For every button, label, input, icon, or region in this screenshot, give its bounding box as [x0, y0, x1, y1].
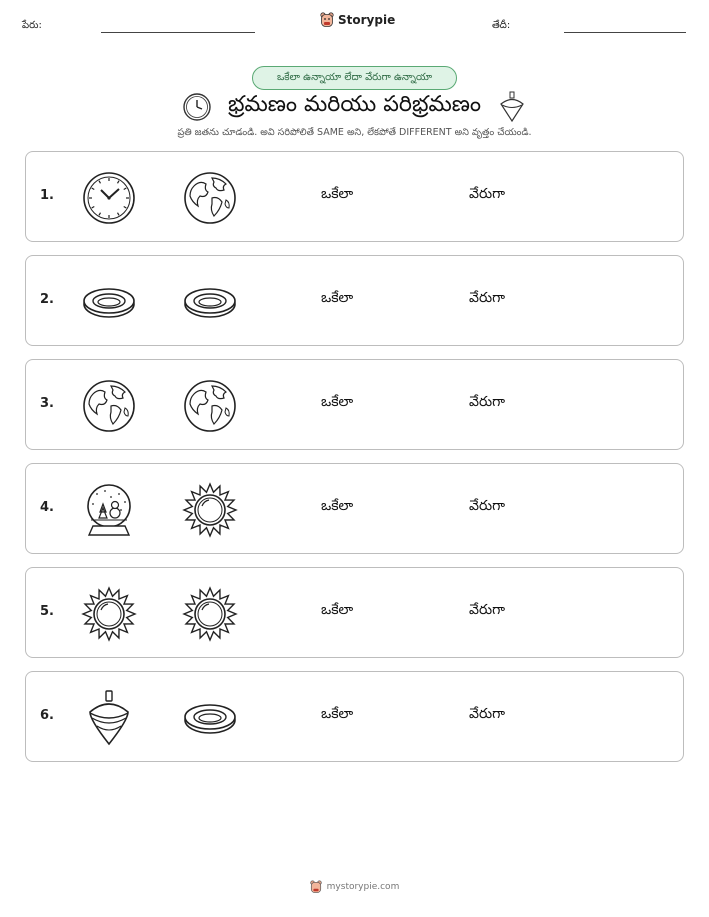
question-row: [25, 567, 684, 658]
date-label: తేదీ:: [492, 20, 511, 31]
same-option[interactable]: ఒకేలా: [321, 394, 354, 410]
question-row: [25, 463, 684, 554]
question-row: [25, 151, 684, 242]
spinning-top-icon: [497, 91, 527, 123]
sun-icon: [182, 482, 238, 538]
name-line[interactable]: [101, 32, 255, 33]
same-option[interactable]: ఒకేలా: [321, 706, 354, 722]
question-number: 6.: [40, 708, 54, 723]
sun-icon: [81, 586, 137, 642]
question-row: [25, 671, 684, 762]
different-option[interactable]: వేరుగా: [469, 602, 505, 618]
date-line[interactable]: [564, 32, 686, 33]
sun-icon: [182, 586, 238, 642]
same-option[interactable]: ఒకేలా: [321, 498, 354, 514]
snow-globe-icon: [81, 482, 137, 538]
same-option[interactable]: ఒకేలా: [321, 290, 354, 306]
page-title: భ్రమణం మరియు పరిభ్రమణం: [227, 92, 482, 117]
clock-icon: [81, 170, 137, 226]
same-option[interactable]: ఒకేలా: [321, 186, 354, 202]
ring-icon: [182, 690, 238, 746]
question-number: 1.: [40, 188, 54, 203]
same-option[interactable]: ఒకేలా: [321, 602, 354, 618]
footer-url: mystorypie.com: [326, 882, 400, 892]
name-label: పేరు:: [22, 20, 42, 31]
different-option[interactable]: వేరుగా: [469, 290, 505, 306]
title-row: [0, 88, 709, 126]
brand-logo: [320, 12, 395, 28]
earth-icon: [81, 378, 137, 434]
instructions: ప్రతి జతను చూడండి. అవి సరిపోలితే SAME అని, లేకపోతే DIFFERENT అని వృత్తం చేయండి.: [177, 127, 532, 138]
different-option[interactable]: వేరుగా: [469, 498, 505, 514]
different-option[interactable]: వేరుగా: [469, 706, 505, 722]
footer: [0, 880, 709, 894]
ring-icon: [182, 274, 238, 330]
bear-footer-icon: [310, 880, 322, 894]
spinning-top-icon: [81, 690, 137, 746]
question-number: 3.: [40, 396, 54, 411]
question-number: 5.: [40, 604, 54, 619]
different-option[interactable]: వేరుగా: [469, 186, 505, 202]
brand-name: Storypie: [338, 13, 396, 27]
ring-icon: [81, 274, 137, 330]
bear-logo-icon: [320, 12, 334, 28]
clock-icon: [182, 92, 212, 122]
earth-icon: [182, 170, 238, 226]
question-row: [25, 255, 684, 346]
question-row: [25, 359, 684, 450]
different-option[interactable]: వేరుగా: [469, 394, 505, 410]
question-number: 2.: [40, 292, 54, 307]
question-number: 4.: [40, 500, 54, 515]
earth-icon: [182, 378, 238, 434]
topic-badge: ఒకేలా ఉన్నాయా లేదా వేరుగా ఉన్నాయా: [252, 66, 457, 90]
